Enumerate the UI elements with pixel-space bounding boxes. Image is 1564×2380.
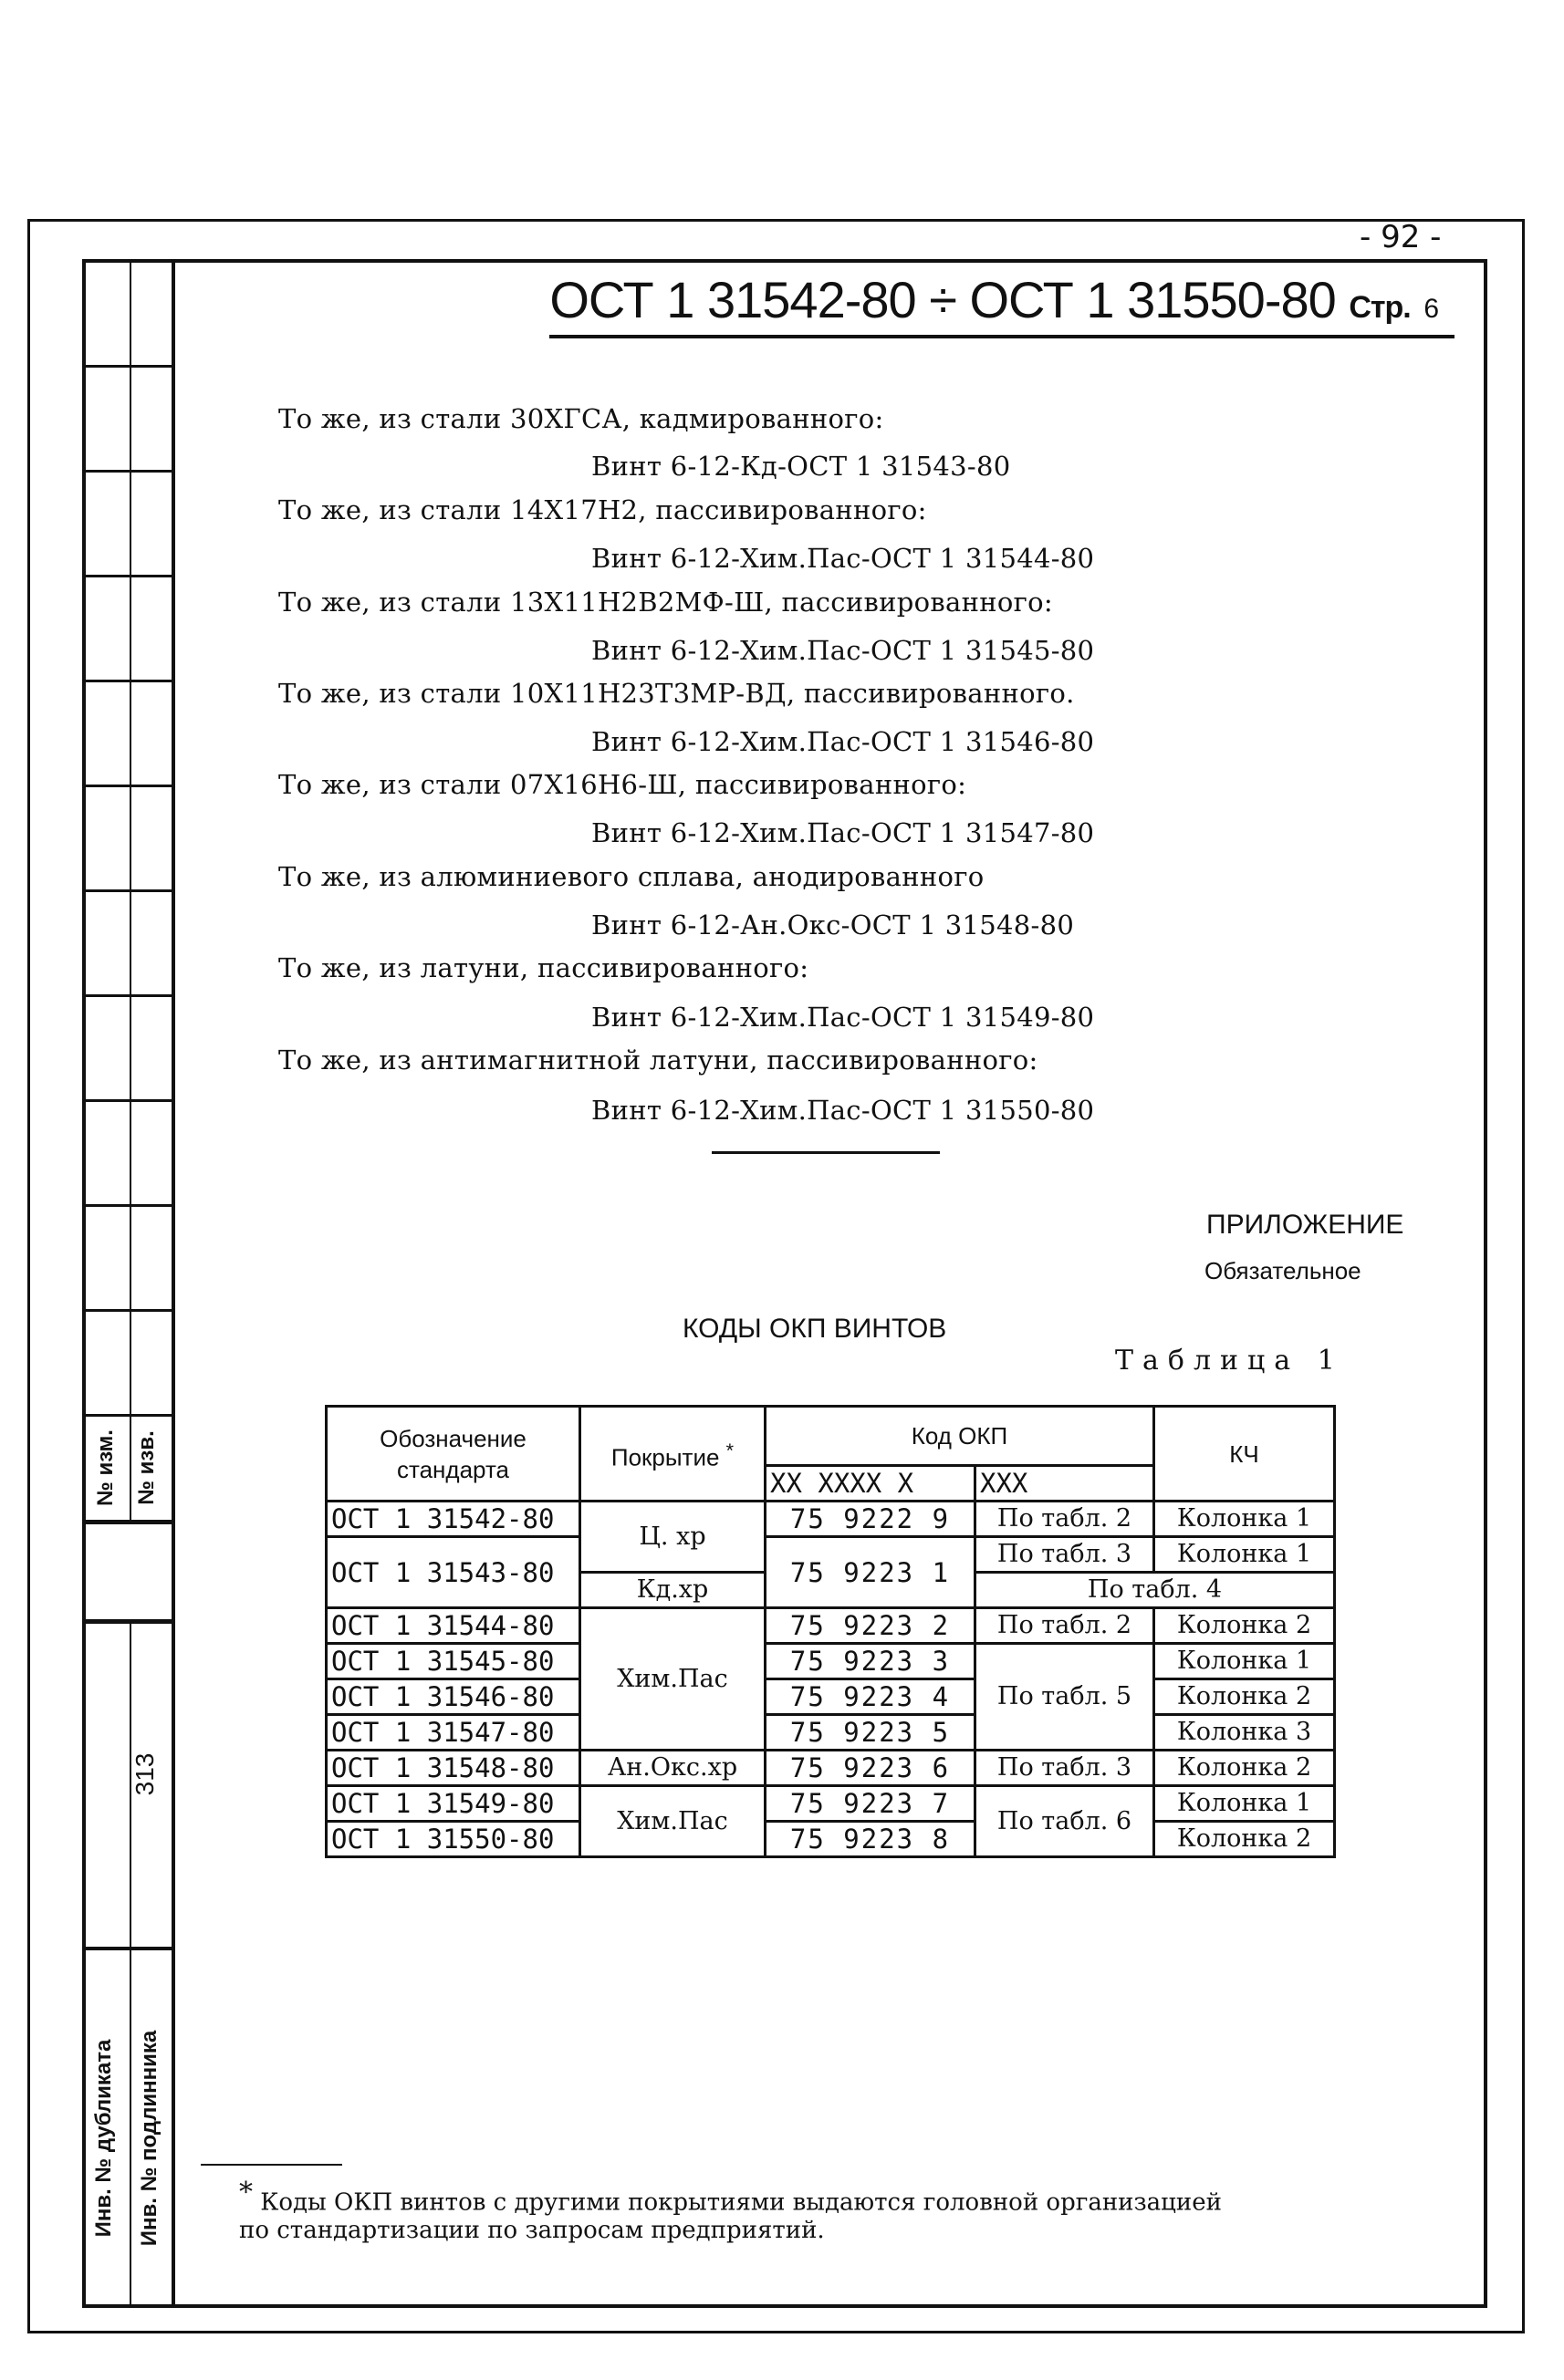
appendix-subtitle: Обязательное bbox=[1204, 1257, 1361, 1284]
coating-cell: Кд.хр bbox=[580, 1573, 766, 1608]
std-cell: ОСТ 1 31543-80 bbox=[327, 1537, 580, 1608]
table-row bbox=[327, 1644, 1335, 1679]
table-title: КОДЫ ОКП ВИНТОВ bbox=[683, 1314, 947, 1344]
kch-cell: Колонка 2 bbox=[1154, 1679, 1335, 1715]
body-line: Винт 6-12-Хим.Пас-ОСТ 1 31549-80 bbox=[591, 1002, 1095, 1033]
footnote-line1: Коды ОКП винтов с другими покрытиями выдаются головной организацией bbox=[260, 2188, 1222, 2217]
ref-cell: По табл. 2 bbox=[975, 1608, 1154, 1644]
code-cell: 75 9223 5 bbox=[766, 1715, 975, 1751]
body-line: То же, из стали 07Х16Н6-Ш, пассивированного: bbox=[278, 769, 967, 800]
header-okp-sub1: ХХ ХХХХ Х bbox=[766, 1466, 975, 1502]
kch-cell: Колонка 2 bbox=[1154, 1608, 1335, 1644]
inner-frame-right bbox=[1484, 259, 1487, 2308]
std-cell: ОСТ 1 31546-80 bbox=[327, 1679, 580, 1715]
header-okp: Код ОКП bbox=[766, 1407, 1154, 1466]
kch-cell: Колонка 1 bbox=[1154, 1786, 1335, 1822]
table-row bbox=[327, 1502, 1335, 1537]
code-cell: 75 9223 1 bbox=[766, 1537, 975, 1608]
footnote-line2: по стандартизации по запросам предприятий. bbox=[239, 2217, 825, 2244]
stamp-h-4 bbox=[82, 680, 173, 682]
coating-cell: Ан.Окс.хр bbox=[580, 1751, 766, 1786]
body-line: Винт 6-12-Хим.Пас-ОСТ 1 31547-80 bbox=[591, 817, 1095, 848]
code-cell: 75 9223 3 bbox=[766, 1644, 975, 1679]
body-line: Винт 6-12-Хим.Пас-ОСТ 1 31550-80 bbox=[591, 1095, 1095, 1126]
table-row bbox=[327, 1786, 1335, 1822]
stamp-h-13 bbox=[82, 1619, 173, 1624]
body-line: То же, из алюминиевого сплава, анодированного bbox=[278, 861, 985, 892]
body-line: Винт 6-12-Хим.Пас-ОСТ 1 31546-80 bbox=[591, 726, 1095, 757]
body-line: Винт 6-12-Хим.Пас-ОСТ 1 31544-80 bbox=[591, 543, 1095, 574]
inner-frame-left bbox=[82, 259, 86, 2308]
stamp-h-3 bbox=[82, 575, 173, 577]
stamp-divider-2 bbox=[172, 259, 175, 2308]
ref-cell: По табл. 6 bbox=[975, 1786, 1154, 1857]
std-cell: ОСТ 1 31545-80 bbox=[327, 1644, 580, 1679]
header-coating bbox=[580, 1407, 766, 1502]
table-row bbox=[327, 1822, 1335, 1857]
page-number: - 92 - bbox=[1360, 219, 1442, 255]
section-divider bbox=[712, 1151, 940, 1154]
kch-cell: Колонка 2 bbox=[1154, 1751, 1335, 1786]
table-row bbox=[327, 1679, 1335, 1715]
code-cell: 75 9223 4 bbox=[766, 1679, 975, 1715]
table-label: Таблица 1 bbox=[1115, 1345, 1344, 1377]
ref-cell: По табл. 3 bbox=[975, 1751, 1154, 1786]
body-line: То же, из латуни, пассивированного: bbox=[278, 952, 809, 983]
body-line: Винт 6-12-Хим.Пас-ОСТ 1 31545-80 bbox=[591, 635, 1095, 666]
body-line: То же, из стали 13Х11Н2В2МФ-Ш, пассивированного: bbox=[278, 587, 1053, 618]
inner-frame-top bbox=[82, 259, 1487, 263]
kch-cell: Колонка 3 bbox=[1154, 1715, 1335, 1751]
title-text: ОСТ 1 31542-80 ÷ ОСТ 1 31550-80 bbox=[549, 271, 1336, 328]
std-cell: ОСТ 1 31548-80 bbox=[327, 1751, 580, 1786]
stamp-h-9 bbox=[82, 1204, 173, 1207]
coating-label: Покрытие bbox=[610, 1443, 720, 1471]
okp-codes-table bbox=[325, 1405, 1336, 1858]
footnote-rule bbox=[201, 2164, 342, 2166]
stamp-izm: № изм. bbox=[93, 1429, 118, 1506]
kch-cell: Колонка 1 bbox=[1154, 1502, 1335, 1537]
table-header-row bbox=[327, 1407, 1335, 1466]
page-label: Стр. bbox=[1349, 290, 1411, 325]
ref-cell: По табл. 3 bbox=[975, 1537, 1154, 1573]
inner-frame-bottom bbox=[82, 2304, 1487, 2308]
kch-cell: Колонка 1 bbox=[1154, 1644, 1335, 1679]
table-row bbox=[327, 1715, 1335, 1751]
frame-left bbox=[27, 219, 30, 2333]
body-line: То же, из стали 14Х17Н2, пассивированного: bbox=[278, 494, 927, 525]
body-line: То же, из антимагнитной латуни, пассивированного: bbox=[278, 1044, 1038, 1076]
stamp-h-1 bbox=[82, 365, 173, 368]
kch-cell: Колонка 2 bbox=[1154, 1822, 1335, 1857]
ref-cell: По табл. 4 bbox=[975, 1573, 1335, 1608]
table-row bbox=[327, 1608, 1335, 1644]
header-okp-sub2: ХХХ bbox=[975, 1466, 1154, 1502]
ref-cell: По табл. 5 bbox=[975, 1644, 1154, 1751]
code-cell: 75 9223 7 bbox=[766, 1786, 975, 1822]
stamp-h-8 bbox=[82, 1099, 173, 1102]
stamp-podl: Инв. № подлинника bbox=[137, 2030, 162, 2247]
page-value: 6 bbox=[1423, 294, 1438, 324]
coating-cell: Хим.Пас bbox=[580, 1608, 766, 1751]
header-standard: Обозначение стандарта bbox=[327, 1407, 580, 1502]
kch-cell: Колонка 1 bbox=[1154, 1537, 1335, 1573]
frame-bottom bbox=[27, 2331, 1524, 2333]
coating-footnote-mark: * bbox=[725, 1438, 735, 1461]
std-cell: ОСТ 1 31549-80 bbox=[327, 1786, 580, 1822]
std-cell: ОСТ 1 31544-80 bbox=[327, 1608, 580, 1644]
stamp-number: 313 bbox=[130, 1752, 159, 1796]
code-cell: 75 9222 9 bbox=[766, 1502, 975, 1537]
body-line: То же, из стали 30ХГСА, кадмированного: bbox=[278, 403, 884, 434]
stamp-h-5 bbox=[82, 785, 173, 787]
table-row bbox=[327, 1751, 1335, 1786]
stamp-h-10 bbox=[82, 1309, 173, 1312]
code-cell: 75 9223 8 bbox=[766, 1822, 975, 1857]
std-cell: ОСТ 1 31547-80 bbox=[327, 1715, 580, 1751]
stamp-h-2 bbox=[82, 470, 173, 473]
stamp-divider-3 bbox=[130, 1624, 131, 2308]
footnote bbox=[239, 2177, 1222, 2217]
stamp-h-14 bbox=[82, 1947, 173, 1950]
stamp-h-6 bbox=[82, 889, 173, 892]
document-title bbox=[549, 270, 1455, 338]
body-line: Винт 6-12-Кд-ОСТ 1 31543-80 bbox=[591, 451, 1011, 482]
body-line: То же, из стали 10Х11Н23Т3МР-ВД, пассивированного. bbox=[278, 678, 1075, 709]
ref-cell: По табл. 2 bbox=[975, 1502, 1154, 1537]
frame-right bbox=[1522, 219, 1525, 2333]
std-cell: ОСТ 1 31550-80 bbox=[327, 1822, 580, 1857]
std-cell: ОСТ 1 31542-80 bbox=[327, 1502, 580, 1537]
code-cell: 75 9223 6 bbox=[766, 1751, 975, 1786]
appendix-title: ПРИЛОЖЕНИЕ bbox=[1206, 1210, 1404, 1240]
coating-cell: Хим.Пас bbox=[580, 1786, 766, 1857]
header-kch: КЧ bbox=[1154, 1407, 1335, 1502]
body-line: Винт 6-12-Ан.Окс-ОСТ 1 31548-80 bbox=[591, 909, 1075, 941]
stamp-h-7 bbox=[82, 994, 173, 997]
table-row bbox=[327, 1537, 1335, 1573]
frame-top bbox=[27, 219, 1524, 222]
stamp-izv: № изв. bbox=[134, 1430, 159, 1505]
footnote-mark: * bbox=[239, 2177, 253, 2209]
coating-cell: Ц. хр bbox=[580, 1502, 766, 1573]
stamp-dubl: Инв. № дубликата bbox=[91, 2039, 116, 2238]
code-cell: 75 9223 2 bbox=[766, 1608, 975, 1644]
